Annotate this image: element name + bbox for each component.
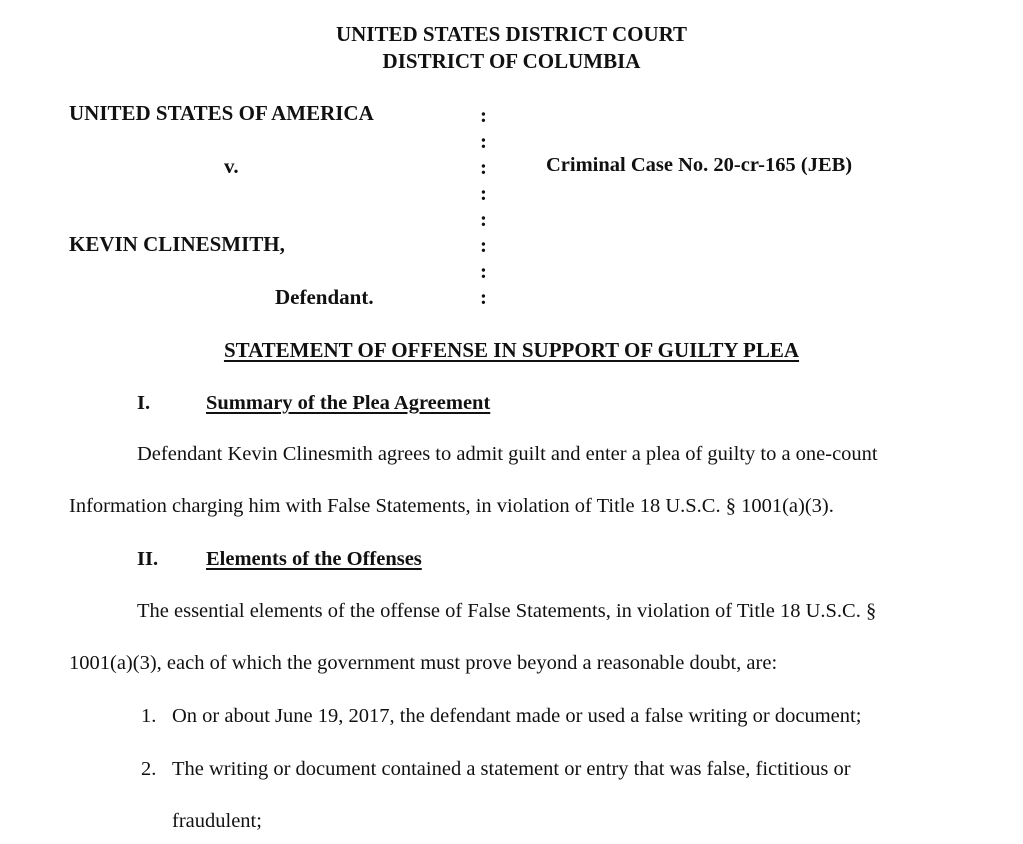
defendant-label: Defendant. <box>275 285 374 309</box>
caption-colon: : <box>480 207 487 231</box>
paragraph-line: Information charging him with False Statements, in violation of Title 18 U.S.C. § 1001(a)(3). <box>69 495 834 517</box>
case-number: Criminal Case No. 20-cr-165 (JEB) <box>546 154 853 176</box>
list-item-continuation: fraudulent; <box>172 810 262 832</box>
list-item-number: 1. <box>141 705 157 727</box>
plaintiff-name: UNITED STATES OF AMERICA <box>69 101 374 125</box>
list-item-number: 2. <box>141 758 157 780</box>
versus-label: v. <box>224 154 239 178</box>
list-item: The writing or document contained a statement or entry that was false, fictitious or <box>172 758 851 780</box>
section-number: I. <box>137 392 151 414</box>
list-item: On or about June 19, 2017, the defendant made or used a false writing or document; <box>172 705 862 727</box>
section-heading: Elements of the Offenses <box>206 548 422 570</box>
caption-colon: : <box>480 129 487 153</box>
caption-colon: : <box>480 259 487 283</box>
section-number: II. <box>137 548 159 570</box>
caption-colon: : <box>480 103 487 127</box>
caption-colon: : <box>480 181 487 205</box>
caption-colon: : <box>480 285 487 309</box>
defendant-name: KEVIN CLINESMITH, <box>69 232 285 256</box>
paragraph-line: 1001(a)(3), each of which the government must prove beyond a reasonable doubt, are: <box>69 652 778 674</box>
caption-colon: : <box>480 155 487 179</box>
paragraph-line: The essential elements of the offense of False Statements, in violation of Title 18 U.S.C. § <box>137 600 877 622</box>
caption-colon: : <box>480 233 487 257</box>
document-title: STATEMENT OF OFFENSE IN SUPPORT OF GUILTY PLEA <box>223 338 800 362</box>
section-heading: Summary of the Plea Agreement <box>206 392 491 414</box>
court-district: DISTRICT OF COLUMBIA <box>382 49 641 73</box>
paragraph-line: Defendant Kevin Clinesmith agrees to admit guilt and enter a plea of guilty to a one-count <box>137 443 878 465</box>
court-name: UNITED STATES DISTRICT COURT <box>335 22 688 46</box>
